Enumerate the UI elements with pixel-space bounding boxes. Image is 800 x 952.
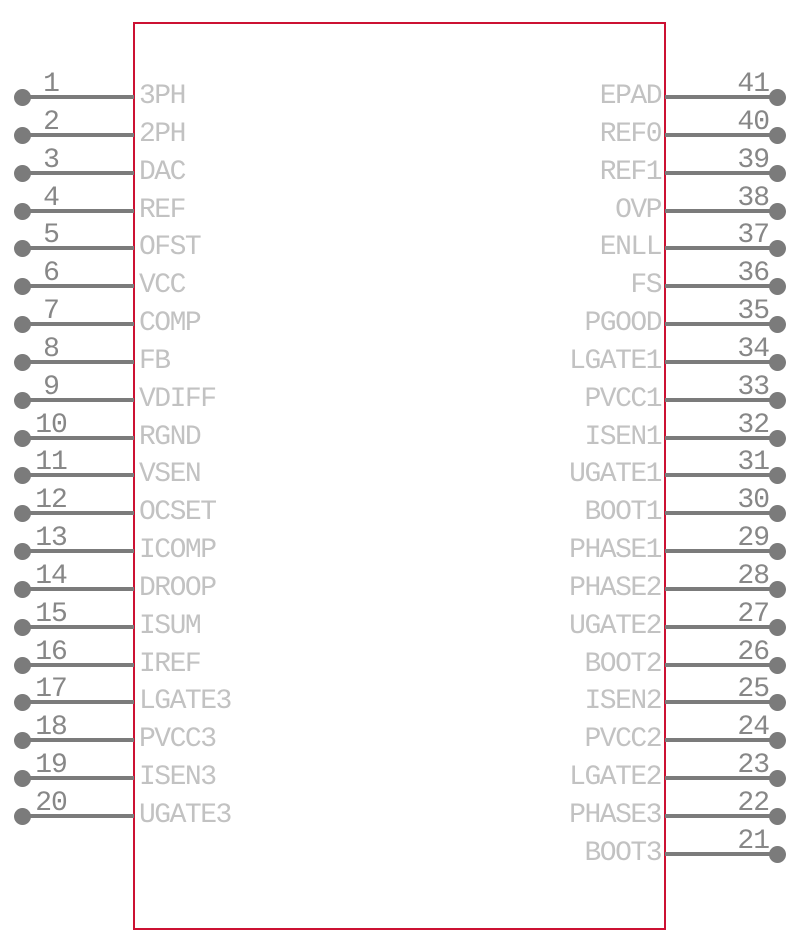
pin-number: 9: [43, 372, 59, 403]
pin-number: 19: [35, 750, 67, 781]
pin-number: 33: [737, 372, 769, 403]
pin-number: 28: [737, 561, 769, 592]
pin-number: 38: [737, 183, 769, 214]
pin-label: LGATE2: [569, 762, 661, 793]
pin-number: 3: [43, 145, 59, 176]
pin-label: ISUM: [139, 611, 201, 642]
pin-label: FB: [139, 346, 170, 377]
pin-number: 13: [35, 523, 67, 554]
pin-number: 25: [737, 674, 769, 705]
pin-label: OFST: [139, 232, 201, 263]
pin-label: BOOT2: [584, 649, 661, 680]
pin-label: PVCC3: [139, 724, 216, 755]
pin-label: REF1: [599, 157, 661, 188]
pin-label: IREF: [139, 649, 201, 680]
pin-label: ICOMP: [139, 535, 216, 566]
pin-label: PHASE3: [569, 800, 661, 831]
pin-label: DROOP: [139, 573, 216, 604]
pin-number: 35: [737, 296, 769, 327]
pin-label: VDIFF: [139, 384, 216, 415]
pin-number: 40: [737, 107, 769, 138]
pin-label: UGATE1: [569, 459, 661, 490]
pin-dot-icon: [769, 732, 786, 749]
pin-label: REF0: [599, 119, 661, 150]
pin-label: ISEN3: [139, 762, 216, 793]
pin-label: FS: [630, 270, 661, 301]
pin-dot-icon: [769, 694, 786, 711]
pin-dot-icon: [769, 354, 786, 371]
pin-number: 7: [43, 296, 59, 327]
pin-number: 41: [737, 69, 769, 100]
pin-number: 21: [737, 826, 769, 857]
pin-label: PHASE1: [569, 535, 661, 566]
pin-number: 6: [43, 258, 59, 289]
pin-dot-icon: [769, 392, 786, 409]
pin-number: 18: [35, 712, 67, 743]
pin-number: 20: [35, 788, 67, 819]
pin-label: UGATE3: [139, 800, 231, 831]
pin-label: OCSET: [139, 497, 216, 528]
pin-label: LGATE3: [139, 686, 231, 717]
pin-number: 24: [737, 712, 769, 743]
pin-number: 27: [737, 599, 769, 630]
pin-number: 12: [35, 485, 67, 516]
pin-number: 1: [43, 69, 59, 100]
pin-label: 3PH: [139, 81, 185, 112]
pin-number: 29: [737, 523, 769, 554]
pin-dot-icon: [769, 581, 786, 598]
pin-number: 36: [737, 258, 769, 289]
pin-dot-icon: [769, 543, 786, 560]
pin-number: 37: [737, 220, 769, 251]
pin-number: 10: [35, 410, 67, 441]
pin-number: 11: [35, 447, 67, 478]
pin-dot-icon: [769, 316, 786, 333]
pin-label: ISEN2: [584, 686, 661, 717]
pin-dot-icon: [769, 808, 786, 825]
pin-label: BOOT1: [584, 497, 661, 528]
pin-number: 23: [737, 750, 769, 781]
pin-label: ISEN1: [584, 422, 661, 453]
pin-label: LGATE1: [569, 346, 661, 377]
pin-number: 15: [35, 599, 67, 630]
pin-number: 39: [737, 145, 769, 176]
pin-label: UGATE2: [569, 611, 661, 642]
pin-label: EPAD: [599, 81, 661, 112]
pin-dot-icon: [769, 430, 786, 447]
pin-number: 26: [737, 637, 769, 668]
pin-dot-icon: [769, 278, 786, 295]
pin-number: 34: [737, 334, 769, 365]
pin-dot-icon: [769, 770, 786, 787]
pin-label: VSEN: [139, 459, 201, 490]
pin-dot-icon: [769, 619, 786, 636]
pin-dot-icon: [769, 240, 786, 257]
pin-dot-icon: [769, 657, 786, 674]
pin-label: PGOOD: [584, 308, 661, 339]
pin-number: 4: [43, 183, 59, 214]
pin-dot-icon: [769, 89, 786, 106]
pin-label: 2PH: [139, 119, 185, 150]
pin-label: REF: [139, 195, 185, 226]
pin-label: BOOT3: [584, 838, 661, 869]
pin-label: PVCC1: [584, 384, 661, 415]
pin-number: 8: [43, 334, 59, 365]
pin-number: 22: [737, 788, 769, 819]
pin-dot-icon: [769, 203, 786, 220]
pin-number: 30: [737, 485, 769, 516]
pin-label: DAC: [139, 157, 185, 188]
pin-dot-icon: [769, 127, 786, 144]
pin-dot-icon: [769, 467, 786, 484]
pin-number: 2: [43, 107, 59, 138]
pin-number: 16: [35, 637, 67, 668]
pin-label: VCC: [139, 270, 185, 301]
pin-number: 32: [737, 410, 769, 441]
pin-label: OVP: [615, 195, 661, 226]
pin-number: 5: [43, 220, 59, 251]
pin-label: PVCC2: [584, 724, 661, 755]
pin-number: 17: [35, 674, 67, 705]
pin-dot-icon: [769, 846, 786, 863]
pin-label: COMP: [139, 308, 201, 339]
pin-label: ENLL: [599, 232, 661, 263]
pin-number: 31: [737, 447, 769, 478]
pin-number: 14: [35, 561, 67, 592]
pin-label: PHASE2: [569, 573, 661, 604]
pin-dot-icon: [769, 165, 786, 182]
pin-label: RGND: [139, 422, 201, 453]
pin-dot-icon: [769, 505, 786, 522]
